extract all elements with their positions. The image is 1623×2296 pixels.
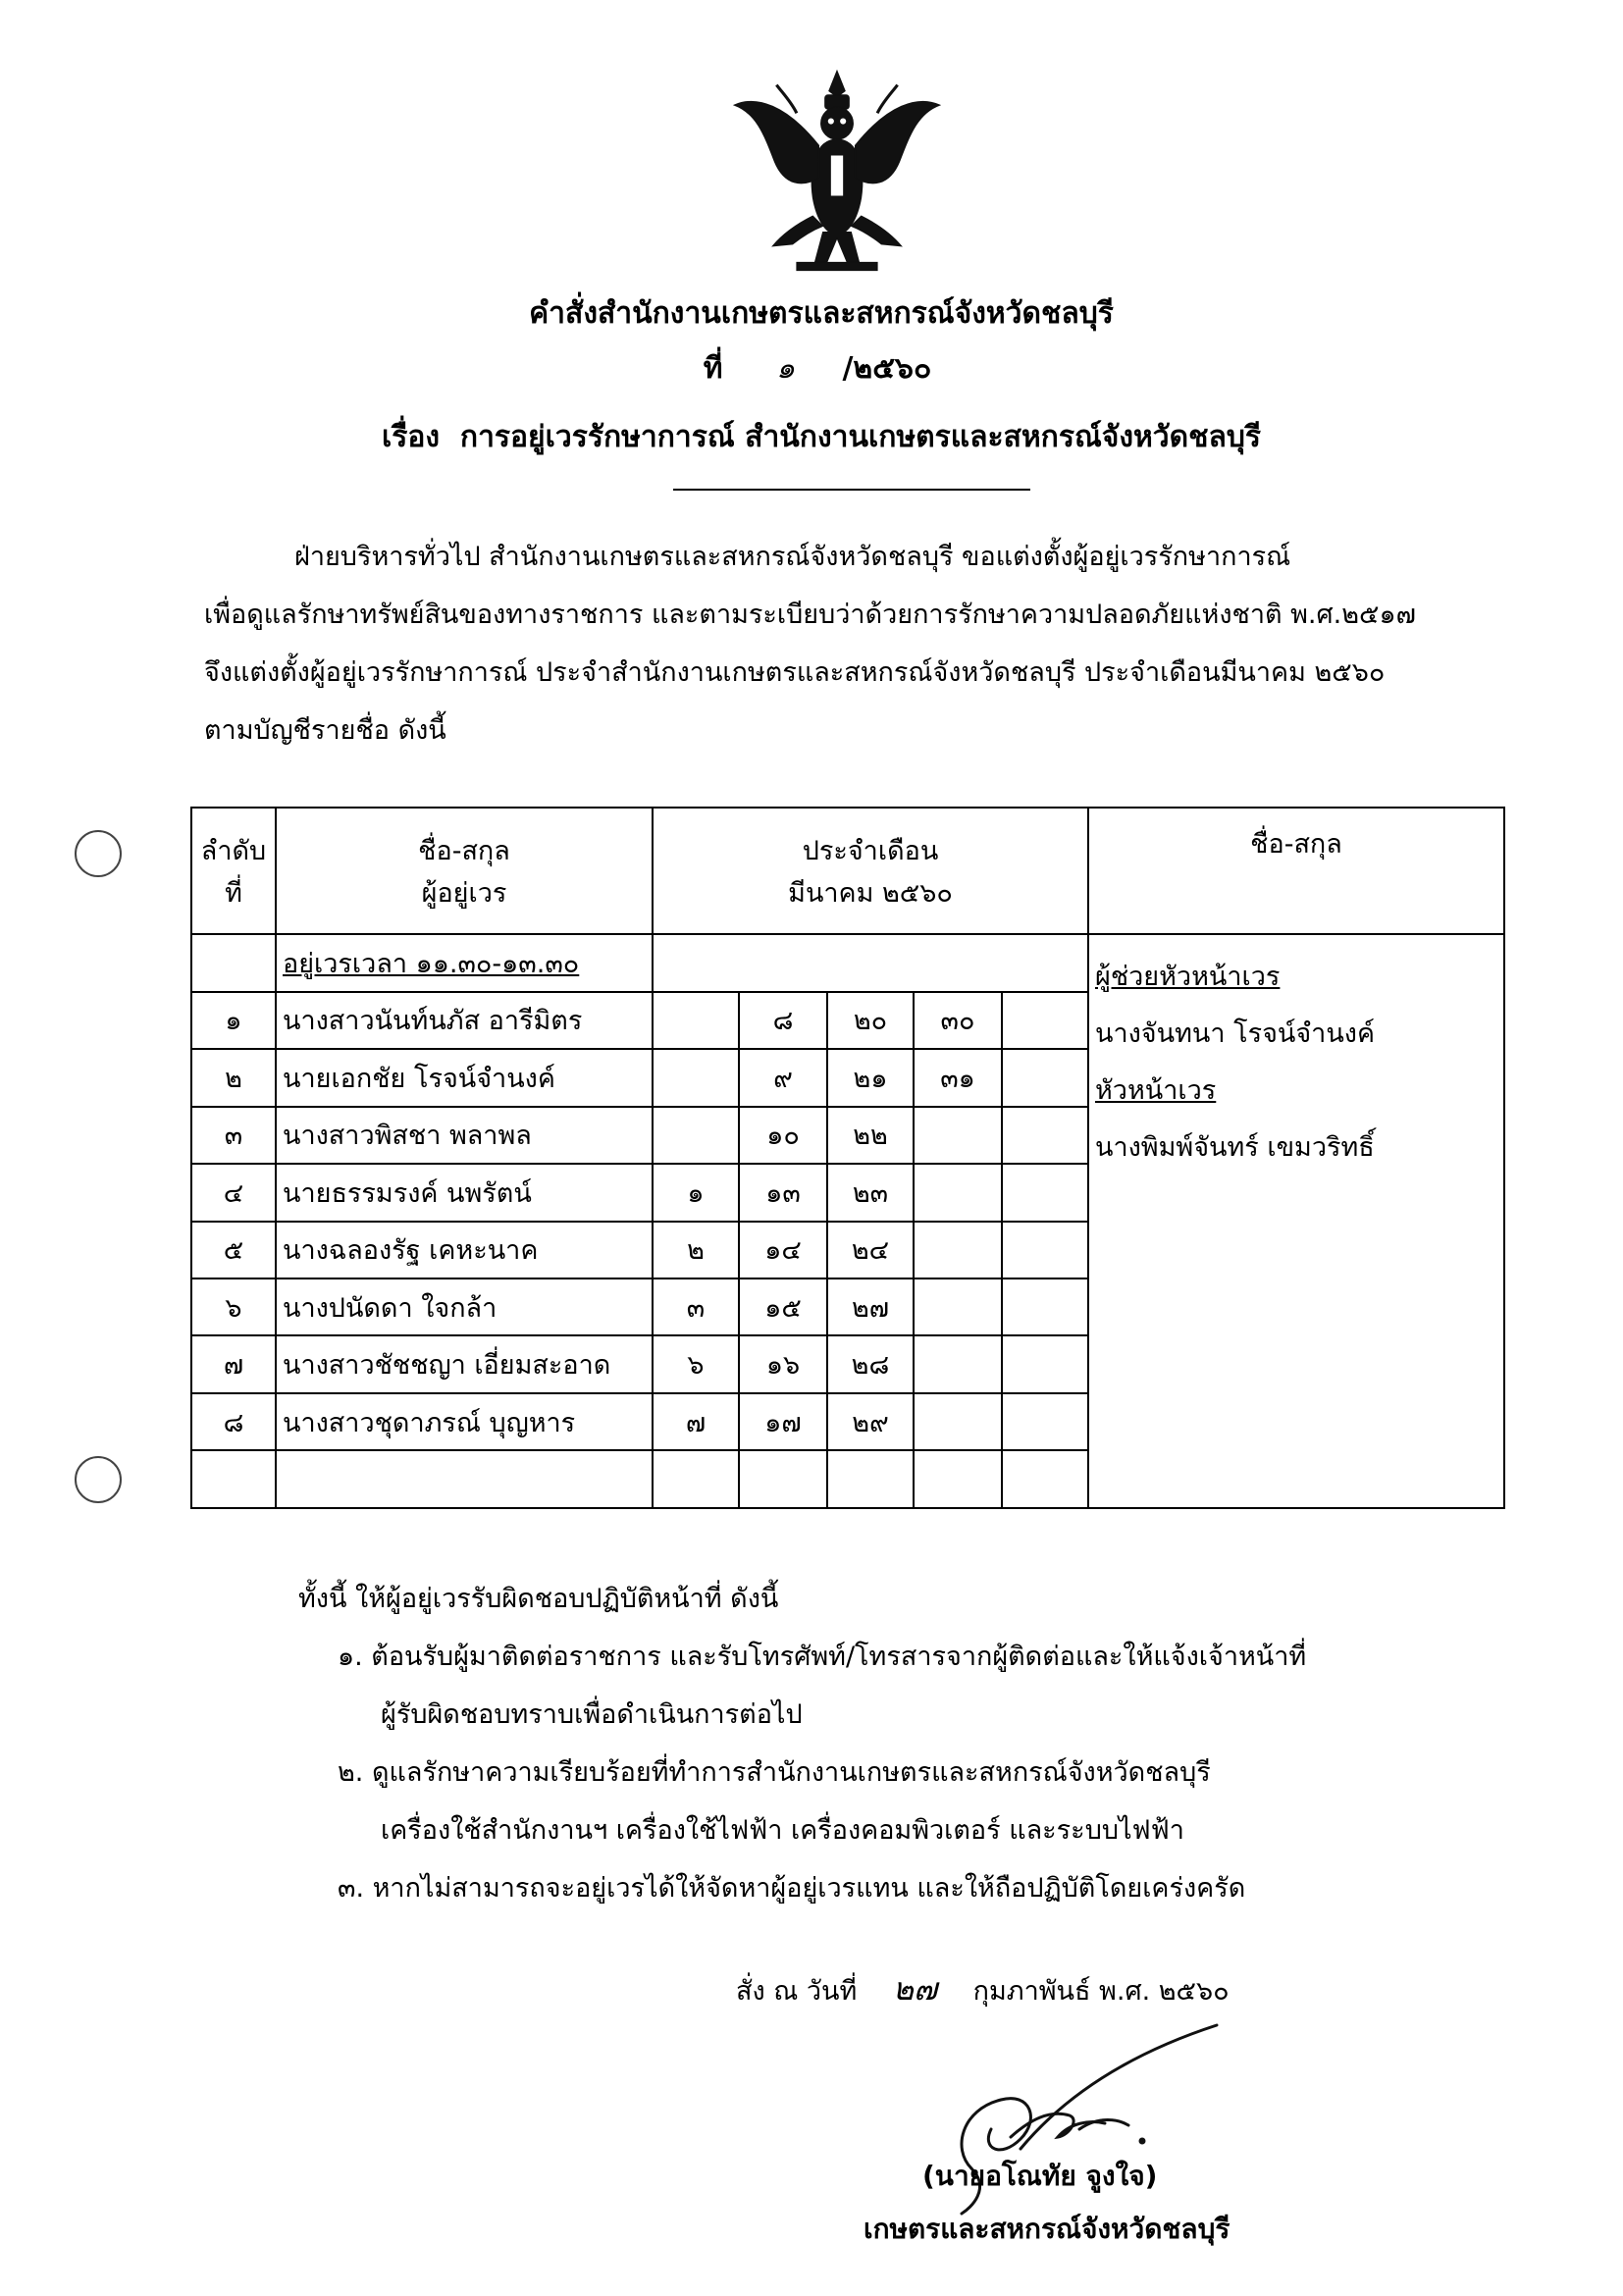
table-row: ๓ นางสาวพิสชา พลาพล ๑๐ ๒๒: [191, 1107, 1504, 1164]
duty-roster-table: [190, 807, 1505, 1509]
table-row: ๑ นางสาวนันท์นภัส อารีมิตร ๘ ๒๐ ๓๐: [191, 992, 1504, 1049]
order-number-value: ๑: [775, 351, 796, 386]
order-subject: [10, 414, 1623, 460]
table-row: ๘ นางสาวชุดาภรณ์ บุญหาร ๗ ๑๗ ๒๙: [191, 1393, 1504, 1450]
order-number-year: /๒๕๖๐: [842, 351, 932, 386]
intro-paragraph: [204, 528, 1433, 759]
order-title: คำสั่งสำนักงานเกษตรและสหกรณ์จังหวัดชลบุรี: [529, 296, 1114, 331]
duty-item-cont: ผู้รับผิดชอบทราบเพื่อดำเนินการต่อไป: [381, 1699, 803, 1730]
head-name: นางพิมพ์จันทร์ เขมวริทธิ์: [1095, 1132, 1375, 1164]
header-name: ชื่อ-สกุล ผู้อยู่เวร: [276, 808, 653, 934]
subject-text: การอยู่เวรรักษาการณ์ สำนักงานเกษตรและสหกรณ์จังหวัดชลบุรี: [459, 420, 1262, 454]
supervisor-cell: [1088, 934, 1504, 1508]
para-line: จึงแต่งตั้งผู้อยู่เวรรักษาการณ์ ประจำสำนักงานเกษตรและสหกรณ์จังหวัดชลบุรี ประจำเดือนมีนาคม ๒๕๖๐: [204, 657, 1386, 688]
order-number: [6, 345, 1623, 391]
para-line: ฝ่ายบริหารทั่วไป สำนักงานเกษตรและสหกรณ์จังหวัดชลบุรี ขอแต่งตั้งผู้อยู่เวรรักษาการณ์: [294, 542, 1291, 572]
header-month: ประจำเดือน มีนาคม ๒๕๖๐: [653, 808, 1088, 934]
table-row: ๒ นายเอกชัย โรจน์จำนงค์ ๙ ๒๑ ๓๑: [191, 1049, 1504, 1106]
signer-title: เกษตรและสหกรณ์จังหวัดชลบุรี: [864, 2213, 1230, 2245]
table-row: [191, 934, 1504, 991]
table-header-row: [191, 808, 1504, 934]
header-supervisor: ชื่อ-สกุล: [1088, 808, 1504, 934]
date-prefix: สั่ง ณ วันที่: [736, 1976, 858, 2007]
shift-time: อยู่เวรเวลา ๑๑.๓๐-๑๓.๓๐: [276, 934, 653, 991]
head-label: หัวหน้าเวร: [1095, 1075, 1217, 1107]
duty-item: ๑. ต้อนรับผู้มาติดต่อราชการ และรับโทรศัพท์/โทรสารจากผู้ติดต่อและให้แจ้งเจ้าหน้าที่: [338, 1642, 1307, 1672]
para-line: เพื่อดูแลรักษาทรัพย์สินของทางราชการ และตามระเบียบว่าด้วยการรักษาความปลอดภัยแห่งชาติ พ.ศ.๒๕๑๗: [204, 600, 1416, 630]
header-no: ลำดับ ที่: [191, 808, 276, 934]
table-row: ๗ นางสาวชัชชญา เอี่ยมสะอาด ๖ ๑๖ ๒๘: [191, 1335, 1504, 1392]
date-suffix: กุมภาพันธ์ พ.ศ. ๒๕๖๐: [972, 1976, 1230, 2007]
order-number-prefix: ที่: [703, 351, 723, 386]
table-row: ๖ นางปนัดดา ใจกล้า ๓ ๑๕ ๒๗: [191, 1278, 1504, 1335]
title-divider: [673, 489, 1030, 491]
assistant-name: นางจันทนา โรจน์จำนงค์: [1095, 1018, 1376, 1050]
punch-hole: [75, 830, 122, 877]
table-row: ๕ นางฉลองรัฐ เคหะนาค ๒ ๑๔ ๒๔: [191, 1222, 1504, 1278]
date-day: ๒๗: [892, 1970, 938, 2008]
duties-intro: ทั้งนี้ ให้ผู้อยู่เวรรับผิดชอบปฏิบัติหน้าที่ ดังนี้: [298, 1584, 779, 1614]
punch-hole: [75, 1456, 122, 1503]
para-line: ตามบัญชีรายชื่อ ดังนี้: [204, 715, 446, 746]
duty-item: ๒. ดูแลรักษาความเรียบร้อยที่ทำการสำนักงานเกษตรและสหกรณ์จังหวัดชลบุรี: [338, 1757, 1211, 1788]
signer-name: (นายอโณทัย จูงใจ): [922, 2160, 1158, 2192]
duties-list: [298, 1570, 1476, 1917]
duty-item-cont: เครื่องใช้สำนักงานฯ เครื่องใช้ไฟฟ้า เครื่องคอมพิวเตอร์ และระบบไฟฟ้า: [381, 1815, 1184, 1846]
duty-item: ๓. หากไม่สามารถจะอยู่เวรได้ให้จัดหาผู้อยู่เวรแทน และให้ถือปฏิบัติโดยเคร่งครัด: [338, 1873, 1246, 1904]
table-row: ๔ นายธรรมรงค์ นพรัตน์ ๑ ๑๓ ๒๓: [191, 1164, 1504, 1221]
garuda-emblem: [726, 65, 948, 287]
order-date: [736, 1964, 1230, 2014]
subject-label: เรื่อง: [381, 420, 441, 454]
assistant-label: ผู้ช่วยหัวหน้าเวร: [1095, 962, 1281, 993]
